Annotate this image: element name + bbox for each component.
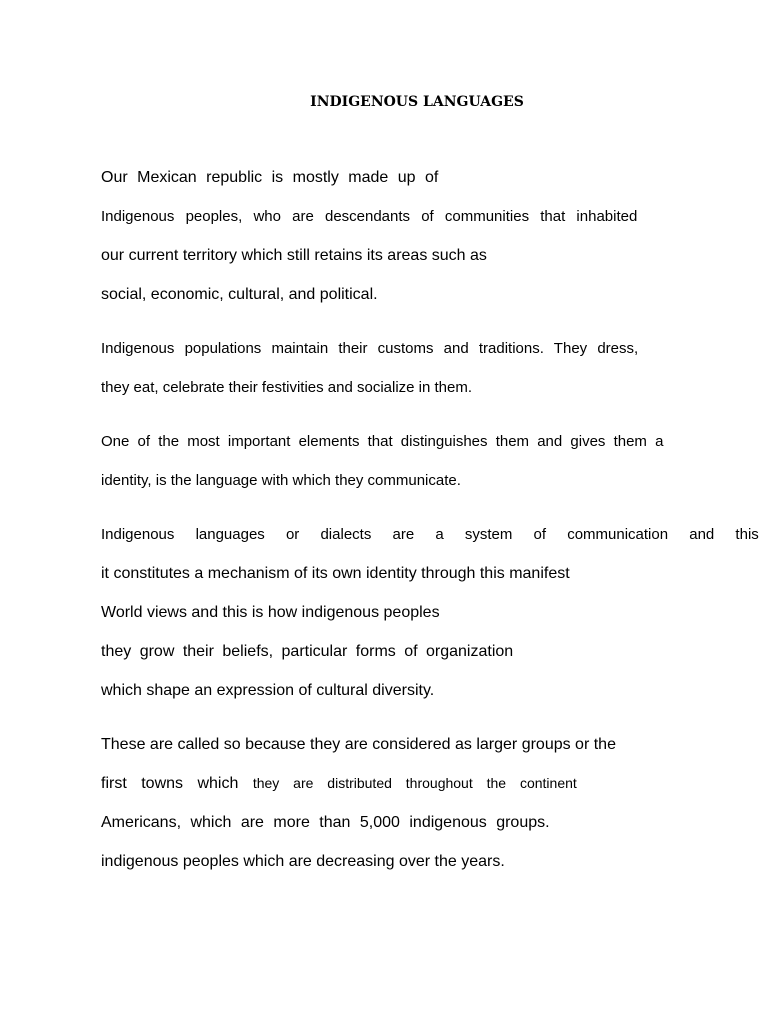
text-line: These are called so because they are considered as larger groups or the — [101, 736, 616, 753]
text-line: Indigenous populations maintain their customs and traditions. They dress, — [101, 340, 639, 357]
text-line-head: first towns which — [101, 775, 239, 792]
text-line: Indigenous languages or dialects are a system of communication and this — [101, 526, 759, 543]
text-line: they eat, celebrate their festivities and socialize in them. — [101, 379, 473, 396]
text-line: One of the most important elements that distinguishes them and gives them a — [101, 433, 664, 450]
document-title: INDIGENOUS LANGUAGES — [310, 94, 524, 110]
text-line: social, economic, cultural, and political. — [101, 286, 378, 303]
text-line: identity, is the language with which they communicate. — [101, 472, 461, 489]
text-line: Americans, which are more than 5,000 indigenous groups. — [101, 814, 550, 831]
text-line: it constitutes a mechanism of its own identity through this manifest — [101, 565, 570, 582]
text-line: our current territory which still retains its areas such as — [101, 247, 487, 264]
text-line: Our Mexican republic is mostly made up of — [101, 169, 439, 186]
text-line: indigenous peoples which are decreasing over the years. — [101, 853, 505, 870]
text-line: which shape an expression of cultural diversity. — [101, 682, 435, 699]
text-line-mixed — [101, 776, 577, 792]
text-line: World views and this is how indigenous peoples — [101, 604, 440, 621]
text-line-tail: they are distributed throughout the continent — [252, 775, 577, 791]
text-line: they grow their beliefs, particular forms of organization — [101, 643, 514, 660]
text-line: Indigenous peoples, who are descendants of communities that inhabited — [101, 208, 638, 225]
